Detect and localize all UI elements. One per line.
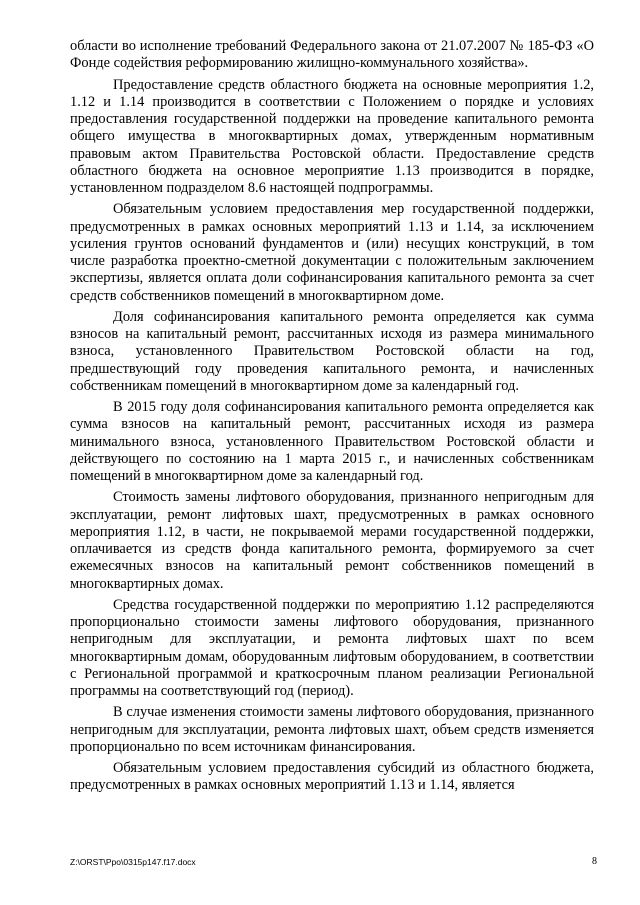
file-path: Z:\ORST\Ppo\0315p147.f17.docx [70, 857, 196, 867]
document-body [70, 38, 594, 795]
paragraph: В случае изменения стоимости замены лифтового оборудования, признанного непригодным для эксплуатации, ремонта лифтовых шахт, объем средств изменяется пропорционально по всем источникам финансирования. [70, 704, 594, 755]
paragraph: Предоставление средств областного бюджета на основные мероприятия 1.2, 1.12 и 1.14 производится в соответствии с Положением о порядке и условиях предоставления государственной поддержки на проведение капитального ремонта общего имущества в многоквартирных домах, утвержденным нормативным правовым актом Правительства Ростовской области. Предоставление средств областного бюджета на основное мероприятие 1.13 производится в порядке, установленном подразделом 8.6 настоящей подпрограммы. [70, 76, 594, 196]
paragraph: Обязательным условием предоставления мер государственной поддержки, предусмотренных в рамках основных мероприятий 1.13 и 1.14, за исключением усиления грунтов оснований фундаментов и (или) несущих конструкций, в том числе разработка проектно-сметной документации с положительным заключением экспертизы, является оплата доли софинансирования капитального ремонта за счет средств собственников помещений в многоквартирном доме. [70, 201, 594, 304]
page-footer [70, 856, 597, 868]
paragraph-continuation: области во исполнение требований Федерального закона от 21.07.2007 № 185-ФЗ «О Фонде содействия реформированию жилищно-коммунального хозяйства». [70, 38, 594, 72]
paragraph: Доля софинансирования капитального ремонта определяется как сумма взносов на капитальный ремонт, рассчитанных исходя из размера минимального взноса, установленного Правительством Ростовской области на год, предшествующий году проведения капитального ремонта, и начисленных собственникам помещений в многоквартирном доме за календарный год. [70, 308, 594, 394]
paragraph: Стоимость замены лифтового оборудования, признанного непригодным для эксплуатации, ремонт лифтовых шахт, предусмотренных в рамках основного мероприятия 1.12, в части, не покрываемой мерами государственной поддержки, оплачивается из средств фонда капитального ремонта, формируемого за счет ежемесячных взносов на капитальный ремонт собственников помещений в многоквартирных домах. [70, 489, 594, 592]
page-number: 8 [592, 856, 597, 867]
paragraph: Обязательным условием предоставления субсидий из областного бюджета, предусмотренных в рамках основных мероприятий 1.13 и 1.14, является [70, 760, 594, 794]
paragraph: Средства государственной поддержки по мероприятию 1.12 распределяются пропорционально стоимости замены лифтового оборудования, признанного непригодным для эксплуатации, и ремонта лифтовых шахт по всем многоквартирным домам, оборудованным лифтовым оборудованием, в соответствии с Региональной программой и краткосрочным планом реализации Региональной программы на соответствующий год (период). [70, 596, 594, 699]
paragraph: В 2015 году доля софинансирования капитального ремонта определяется как сумма взносов на капитальный ремонт, рассчитанных исходя из размера минимального взноса, установленного Правительством Ростовской области и действующего по состоянию на 1 марта 2015 г., и начисленных собственникам помещений в многоквартирном доме за календарный год. [70, 399, 594, 484]
